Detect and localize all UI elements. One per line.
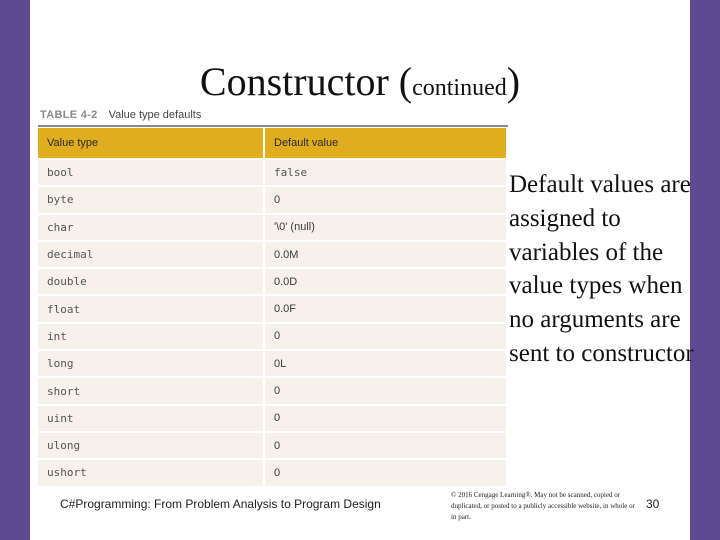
value-type-cell: ulong	[38, 432, 264, 459]
table-row	[38, 459, 506, 485]
table-row	[38, 159, 506, 186]
default-value-cell: 0.0F	[264, 295, 506, 322]
page-number: 30	[646, 497, 660, 511]
header-value-type: Value type	[38, 128, 264, 159]
default-value-cell: '\0' (null)	[264, 214, 506, 241]
table-row	[38, 323, 506, 350]
value-type-cell: byte	[38, 186, 264, 213]
copyright-notice: © 2016 Cengage Learning®. May not be scanned, copied or duplicated, or posted to a publicly accessible website, in whole or in part.	[451, 491, 635, 521]
value-type-cell: float	[38, 295, 264, 322]
table-title: Value type defaults	[108, 109, 202, 121]
value-type-cell: double	[38, 268, 264, 295]
header-default-value: Default value	[264, 128, 506, 159]
default-value-cell: 0.0D	[264, 268, 506, 295]
value-type-cell: uint	[38, 405, 264, 432]
value-type-cell: long	[38, 350, 264, 377]
table-row	[38, 377, 506, 404]
title-close: )	[506, 59, 521, 104]
default-value-cell: 0	[264, 323, 506, 350]
default-value-cell: 0L	[264, 350, 506, 377]
default-value-cell: false	[264, 159, 506, 186]
title-main: Constructor (	[199, 59, 413, 104]
value-type-cell: ushort	[38, 459, 264, 485]
table-label: TABLE 4-2	[40, 109, 98, 121]
table-row	[38, 350, 506, 377]
value-type-defaults-table	[38, 128, 506, 486]
table-row	[38, 241, 506, 268]
default-value-cell: 0	[264, 377, 506, 404]
default-value-cell: 0	[264, 459, 506, 485]
table-caption	[40, 109, 201, 121]
default-value-cell: 0	[264, 186, 506, 213]
value-type-cell: decimal	[38, 241, 264, 268]
default-value-cell: 0	[264, 432, 506, 459]
value-type-cell: int	[38, 323, 264, 350]
footer-course-title: C#Programming: From Problem Analysis to Program Design	[60, 497, 381, 511]
table-header-row	[38, 128, 506, 159]
table-row	[38, 214, 506, 241]
body-text: Default values are assigned to variables of the value types when no arguments are sent to constructor	[509, 171, 694, 367]
value-type-cell: bool	[38, 159, 264, 186]
table-top-rule	[38, 125, 508, 127]
slide-title	[0, 58, 720, 105]
default-value-cell: 0	[264, 405, 506, 432]
table-row	[38, 295, 506, 322]
table-row	[38, 405, 506, 432]
default-value-cell: 0.0M	[264, 241, 506, 268]
value-type-cell: short	[38, 377, 264, 404]
table-row	[38, 268, 506, 295]
title-sub: continued	[412, 75, 507, 101]
table-row	[38, 186, 506, 213]
value-type-cell: char	[38, 214, 264, 241]
table-row	[38, 432, 506, 459]
